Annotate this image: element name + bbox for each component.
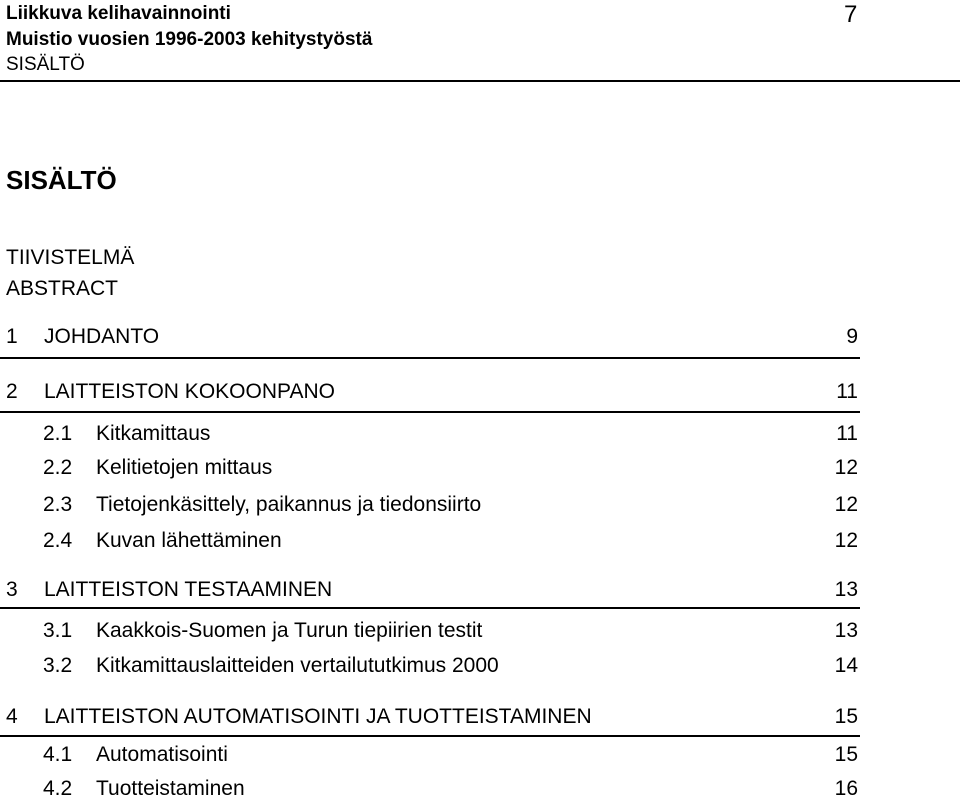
- toc-section-number: 2.3: [43, 493, 73, 516]
- toc-page-number: 11: [836, 422, 858, 445]
- toc-section-title: Kitkamittaus: [96, 422, 211, 445]
- toc-section-title: Tuotteistaminen: [96, 777, 245, 800]
- toc-chapter-title: JOHDANTO: [44, 325, 160, 348]
- toc-page-number: 14: [834, 654, 858, 677]
- toc-page-number: 16: [834, 777, 858, 800]
- toc-page-number: 12: [834, 493, 858, 516]
- toc-section-3-2: [0, 653, 860, 679]
- toc-page-number: 13: [834, 619, 858, 642]
- toc-section-title: Kelitietojen mittaus: [96, 456, 273, 479]
- toc-front-tiivistelma: TIIVISTELMÄ: [6, 246, 135, 269]
- toc-section-title: Kuvan lähettäminen: [96, 529, 282, 552]
- toc-section-2-4: [0, 528, 860, 554]
- toc-page-number: 9: [846, 325, 858, 348]
- toc-chapter-number: 2: [6, 380, 18, 403]
- toc-chapter-title: LAITTEISTON TESTAAMINEN: [44, 578, 333, 601]
- page-number: 7: [844, 1, 858, 28]
- toc-front-abstract: ABSTRACT: [6, 277, 119, 300]
- toc-chapter-3: [0, 577, 860, 603]
- toc-chapter-rule: [0, 357, 860, 359]
- toc-chapter-rule: [0, 607, 860, 609]
- toc-page-number: 11: [836, 380, 858, 403]
- toc-page-number: 13: [834, 578, 858, 601]
- toc-section-2-3: [0, 492, 860, 518]
- toc-section-2-1: [0, 421, 860, 447]
- toc-section-number: 2.1: [43, 422, 73, 445]
- toc-page-number: 15: [834, 705, 858, 728]
- toc-page-number: 12: [834, 529, 858, 552]
- toc-section-number: 4.2: [43, 777, 73, 800]
- running-section-name: SISÄLTÖ: [6, 54, 85, 75]
- toc-section-number: 4.1: [43, 743, 73, 766]
- toc-chapter-2: [0, 379, 860, 405]
- toc-chapter-rule: [0, 735, 860, 737]
- toc-section-number: 2.2: [43, 456, 73, 479]
- toc-chapter-number: 1: [6, 325, 18, 348]
- toc-page-number: 15: [834, 743, 858, 766]
- toc-page-number: 12: [834, 456, 858, 479]
- toc-section-4-2: [0, 776, 860, 802]
- toc-chapter-1: [0, 324, 860, 350]
- toc-section-4-1: [0, 742, 860, 768]
- toc-section-number: 3.1: [43, 619, 73, 642]
- toc-section-title: Automatisointi: [96, 743, 228, 766]
- toc-section-3-1: [0, 618, 860, 644]
- toc-section-number: 2.4: [43, 529, 73, 552]
- toc-section-number: 3.2: [43, 654, 73, 677]
- toc-chapter-title: LAITTEISTON KOKOONPANO: [44, 380, 335, 403]
- header-rule: [0, 80, 960, 82]
- report-subtitle: Muistio vuosien 1996-2003 kehitystyöstä: [6, 29, 373, 50]
- toc-section-2-2: [0, 455, 860, 481]
- toc-heading: SISÄLTÖ: [6, 165, 117, 195]
- toc-chapter-number: 3: [6, 578, 18, 601]
- toc-chapter-4: [0, 704, 860, 730]
- toc-section-title: Kitkamittauslaitteiden vertailututkimus 2000: [96, 654, 499, 677]
- toc-section-title: Tietojenkäsittely, paikannus ja tiedonsiirto: [96, 493, 482, 516]
- toc-chapter-title: LAITTEISTON AUTOMATISOINTI JA TUOTTEISTAMINEN: [44, 705, 592, 728]
- toc-chapter-rule: [0, 411, 860, 413]
- report-title: Liikkuva kelihavainnointi: [6, 3, 231, 24]
- toc-chapter-number: 4: [6, 705, 18, 728]
- toc-section-title: Kaakkois-Suomen ja Turun tiepiirien testit: [96, 619, 483, 642]
